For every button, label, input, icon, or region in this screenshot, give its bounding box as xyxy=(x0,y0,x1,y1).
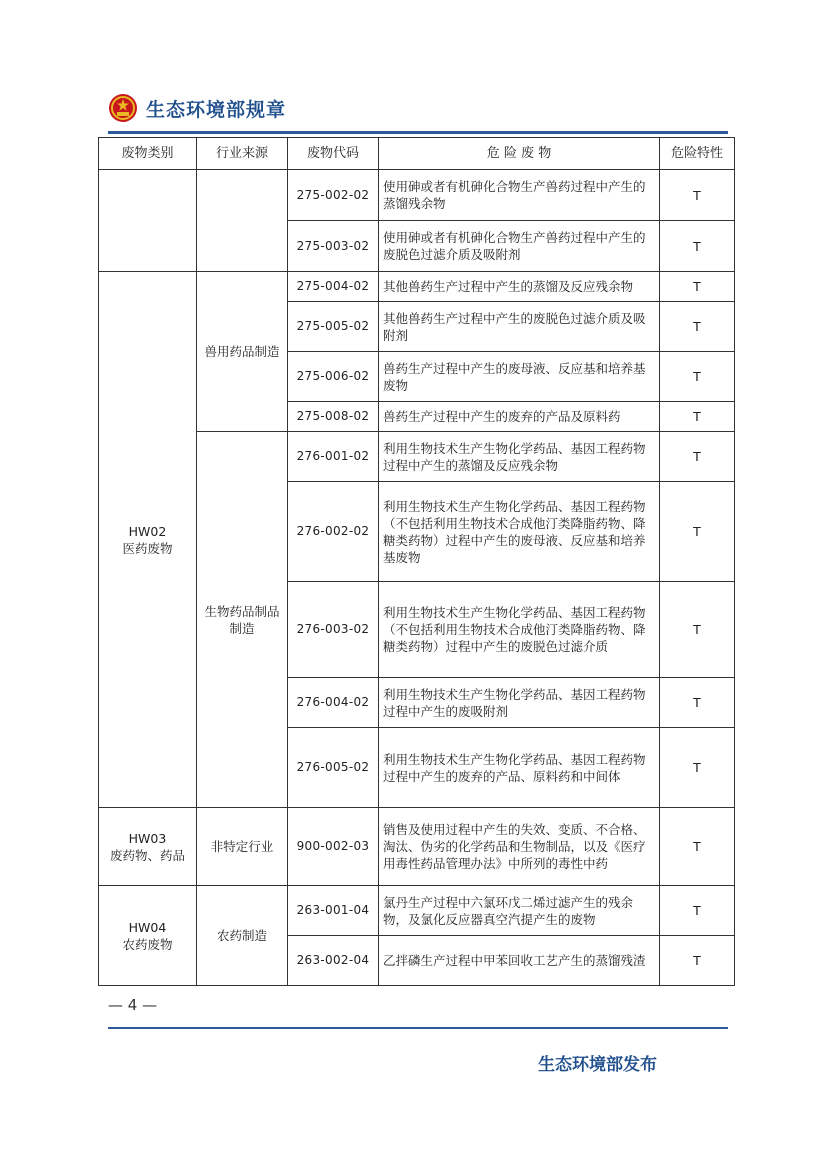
waste-code: 275-003-02 xyxy=(288,221,379,272)
waste-code: 900-002-03 xyxy=(288,808,379,886)
category-name: 农药废物 xyxy=(122,936,173,952)
header-rule xyxy=(108,131,728,134)
waste-code: 276-002-02 xyxy=(288,482,379,582)
category-cell-empty xyxy=(99,170,197,272)
hazard-code: T xyxy=(660,170,735,221)
hazard-code: T xyxy=(660,936,735,986)
waste-code: 276-004-02 xyxy=(288,678,379,728)
waste-code: 276-001-02 xyxy=(288,432,379,482)
waste-desc: 使用砷或者有机砷化合物生产兽药过程中产生的废脱色过滤介质及吸附剂 xyxy=(379,221,660,272)
waste-desc: 其他兽药生产过程中产生的废脱色过滤介质及吸附剂 xyxy=(379,302,660,352)
category-code: HW02 xyxy=(128,523,167,539)
footer-rule xyxy=(108,1027,728,1029)
national-emblem-icon xyxy=(108,93,138,123)
hazard-code: T xyxy=(660,678,735,728)
waste-code: 275-004-02 xyxy=(288,272,379,302)
header-hazard: 危险特性 xyxy=(660,138,735,170)
category-code: HW04 xyxy=(128,919,167,935)
waste-desc: 利用生物技术生产生物化学药品、基因工程药物过程中产生的废弃的产品、原料药和中间体 xyxy=(379,728,660,808)
category-name: 废药物、药品 xyxy=(109,847,185,863)
page-number: — 4 — xyxy=(108,996,158,1014)
waste-code: 263-001-04 xyxy=(288,886,379,936)
waste-desc: 兽药生产过程中产生的废弃的产品及原料药 xyxy=(379,402,660,432)
table-row xyxy=(99,170,735,221)
source-cell-pesticide: 农药制造 xyxy=(197,886,288,986)
hazard-code: T xyxy=(660,221,735,272)
hazard-code: T xyxy=(660,402,735,432)
table-row xyxy=(99,272,735,302)
category-cell-hw04 xyxy=(99,886,197,986)
source-cell-nonspecific: 非特定行业 xyxy=(197,808,288,886)
hazard-code: T xyxy=(660,482,735,582)
header-code: 废物代码 xyxy=(288,138,379,170)
waste-code: 275-008-02 xyxy=(288,402,379,432)
hazard-code: T xyxy=(660,432,735,482)
waste-code: 276-003-02 xyxy=(288,582,379,678)
source-cell-bio: 生物药品制品制造 xyxy=(197,432,288,808)
waste-code: 275-005-02 xyxy=(288,302,379,352)
waste-desc: 销售及使用过程中产生的失效、变质、不合格、淘汰、伪劣的化学药品和生物制品，以及《医疗用毒性药品管理办法》中所列的毒性中药 xyxy=(379,808,660,886)
waste-code: 275-006-02 xyxy=(288,352,379,402)
waste-code: 275-002-02 xyxy=(288,170,379,221)
category-code: HW03 xyxy=(128,830,167,846)
page-header xyxy=(108,88,286,128)
hazard-code: T xyxy=(660,272,735,302)
waste-desc: 利用生物技术生产生物化学药品、基因工程药物过程中产生的废吸附剂 xyxy=(379,678,660,728)
waste-desc: 利用生物技术生产生物化学药品、基因工程药物过程中产生的蒸馏及反应残余物 xyxy=(379,432,660,482)
header-category: 废物类别 xyxy=(99,138,197,170)
header-waste: 危 险 废 物 xyxy=(379,138,660,170)
hazard-code: T xyxy=(660,728,735,808)
hazard-code: T xyxy=(660,302,735,352)
category-cell-hw02 xyxy=(99,272,197,808)
waste-code: 276-005-02 xyxy=(288,728,379,808)
hazard-code: T xyxy=(660,886,735,936)
category-cell-hw03 xyxy=(99,808,197,886)
waste-desc: 兽药生产过程中产生的废母液、反应基和培养基废物 xyxy=(379,352,660,402)
waste-code: 263-002-04 xyxy=(288,936,379,986)
footer-publisher: 生态环境部发布 xyxy=(538,1055,657,1075)
waste-desc: 乙拌磷生产过程中甲苯回收工艺产生的蒸馏残渣 xyxy=(379,936,660,986)
category-name: 医药废物 xyxy=(122,540,173,556)
waste-desc: 利用生物技术生产生物化学药品、基因工程药物（不包括利用生物技术合成他汀类降脂药物、降糖类药物）过程中产生的废脱色过滤介质 xyxy=(379,582,660,678)
table-row xyxy=(99,808,735,886)
hazard-code: T xyxy=(660,582,735,678)
source-cell-empty xyxy=(197,170,288,272)
table-header-row xyxy=(99,138,735,170)
header-title: 生态环境部规章 xyxy=(146,98,287,121)
source-cell-vet: 兽用药品制造 xyxy=(197,272,288,432)
waste-desc: 使用砷或者有机砷化合物生产兽药过程中产生的蒸馏残余物 xyxy=(379,170,660,221)
waste-desc: 其他兽药生产过程中产生的蒸馏及反应残余物 xyxy=(379,272,660,302)
hazardous-waste-table xyxy=(98,137,735,986)
table-row xyxy=(99,886,735,936)
header-source: 行业来源 xyxy=(197,138,288,170)
waste-desc: 利用生物技术生产生物化学药品、基因工程药物（不包括利用生物技术合成他汀类降脂药物、降糖类药物）过程中产生的废母液、反应基和培养基废物 xyxy=(379,482,660,582)
waste-desc: 氯丹生产过程中六氯环戊二烯过滤产生的残余物，及氯化反应器真空汽提产生的废物 xyxy=(379,886,660,936)
hazard-code: T xyxy=(660,808,735,886)
hazard-code: T xyxy=(660,352,735,402)
